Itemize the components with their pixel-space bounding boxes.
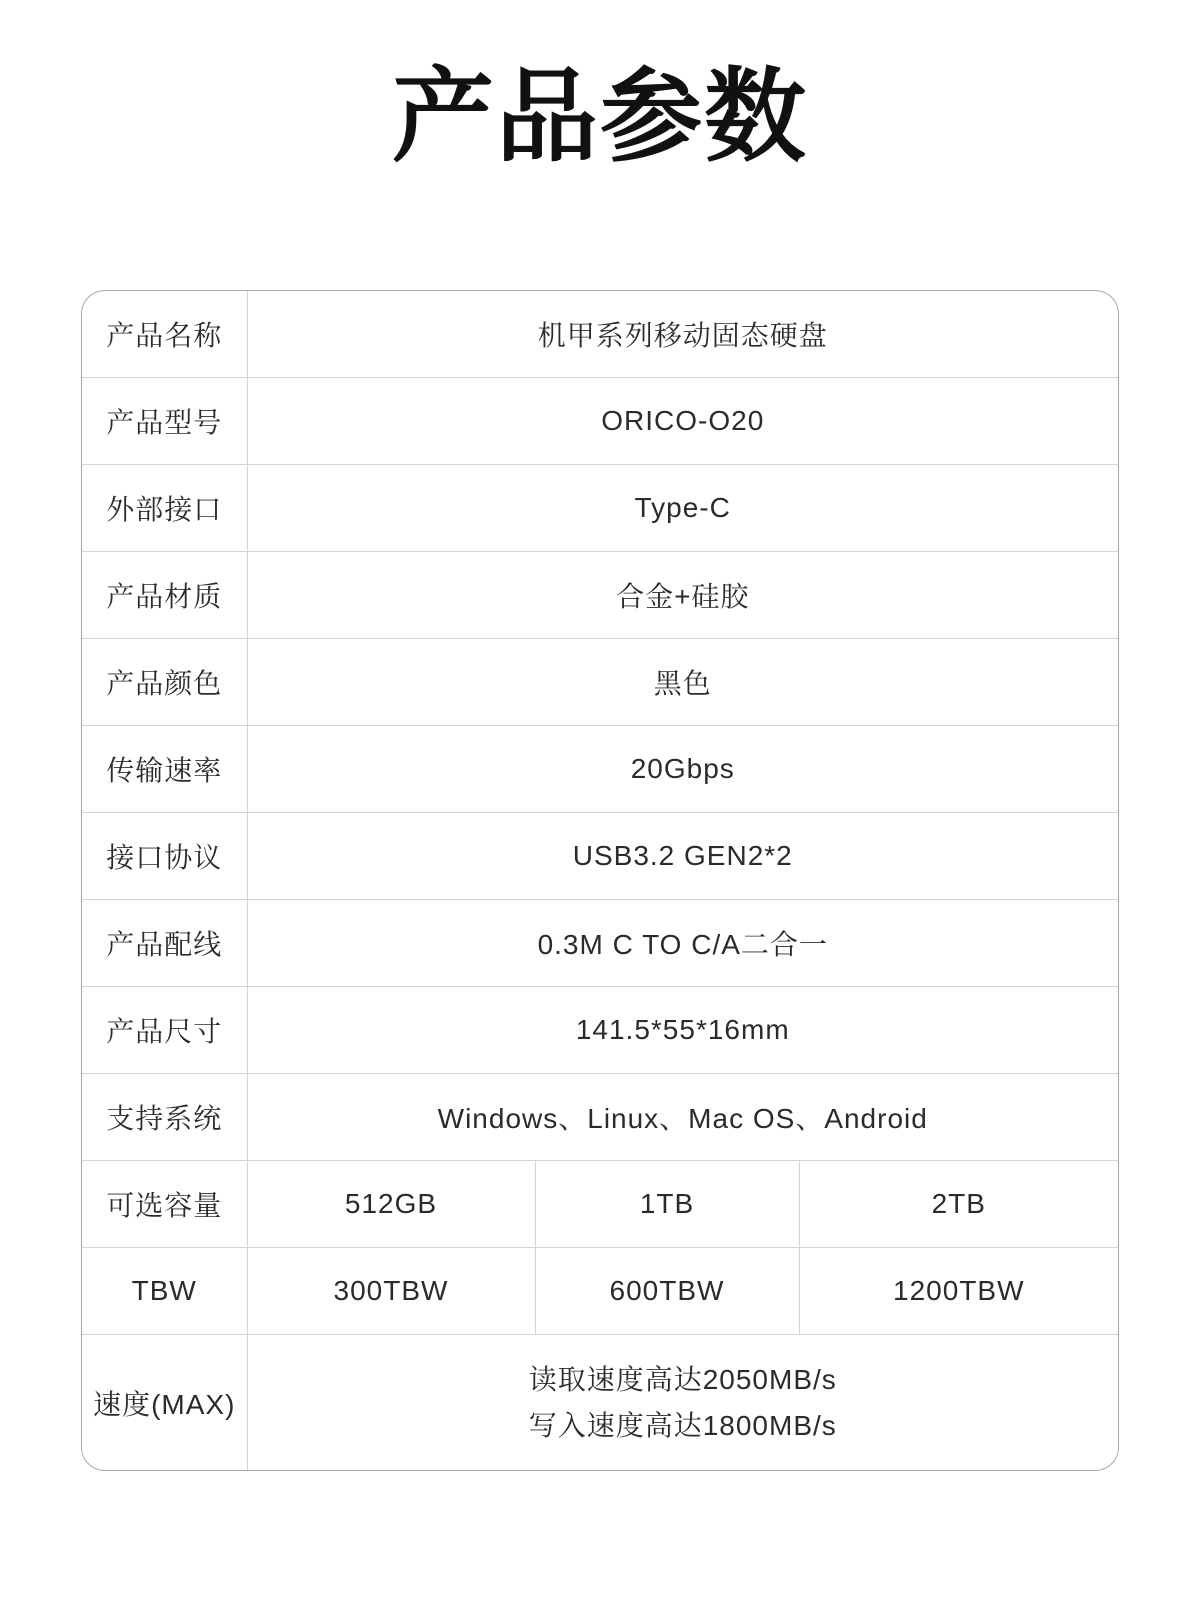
row-color: [82, 639, 1118, 726]
page-title: 产品参数: [392, 60, 808, 174]
transfer-rate-label: 传输速率: [82, 726, 247, 813]
tbw-label: TBW: [82, 1248, 247, 1335]
supported-systems-label: 支持系统: [82, 1074, 247, 1161]
product-name-value: 机甲系列移动固态硬盘: [247, 291, 1118, 378]
read-speed-line: 读取速度高达2050MB/s: [528, 1363, 837, 1395]
included-cable-label: 产品配线: [82, 900, 247, 987]
capacity-option-1tb: 1TB: [535, 1161, 799, 1248]
max-speed-label: 速度(MAX): [82, 1335, 247, 1471]
included-cable-value: 0.3M C TO C/A二合一: [247, 900, 1118, 987]
max-speed-value: [247, 1335, 1118, 1471]
interface-protocol-value: USB3.2 GEN2*2: [247, 813, 1118, 900]
supported-systems-value: Windows、Linux、Mac OS、Android: [247, 1074, 1118, 1161]
capacity-options-label: 可选容量: [82, 1161, 247, 1248]
row-interface-protocol: [82, 813, 1118, 900]
material-value: 合金+硅胶: [247, 552, 1118, 639]
row-supported-systems: [82, 1074, 1118, 1161]
row-transfer-rate: [82, 726, 1118, 813]
capacity-option-2tb: 2TB: [799, 1161, 1118, 1248]
external-interface-label: 外部接口: [82, 465, 247, 552]
material-label: 产品材质: [82, 552, 247, 639]
row-max-speed: [82, 1335, 1118, 1471]
color-value: 黑色: [247, 639, 1118, 726]
tbw-value-1tb: 600TBW: [535, 1248, 799, 1335]
model-number-value: ORICO-O20: [247, 378, 1118, 465]
row-material: [82, 552, 1118, 639]
row-capacity-options: [82, 1161, 1118, 1248]
dimensions-label: 产品尺寸: [82, 987, 247, 1074]
row-external-interface: [82, 465, 1118, 552]
row-tbw: [82, 1248, 1118, 1335]
external-interface-value: Type-C: [247, 465, 1118, 552]
write-speed-line: 写入速度高达1800MB/s: [528, 1409, 837, 1441]
color-label: 产品颜色: [82, 639, 247, 726]
row-dimensions: [82, 987, 1118, 1074]
row-included-cable: [82, 900, 1118, 987]
transfer-rate-value: 20Gbps: [247, 726, 1118, 813]
product-name-label: 产品名称: [106, 320, 223, 351]
capacity-option-512gb: 512GB: [247, 1161, 535, 1248]
spec-table: [81, 290, 1119, 1471]
tbw-value-2tb: 1200TBW: [799, 1248, 1118, 1335]
dimensions-value: 141.5*55*16mm: [247, 987, 1118, 1074]
row-model-number: [82, 378, 1118, 465]
row-product-name: [82, 291, 1118, 378]
tbw-value-512gb: 300TBW: [247, 1248, 535, 1335]
interface-protocol-label: 接口协议: [82, 813, 247, 900]
model-number-label: 产品型号: [82, 378, 247, 465]
